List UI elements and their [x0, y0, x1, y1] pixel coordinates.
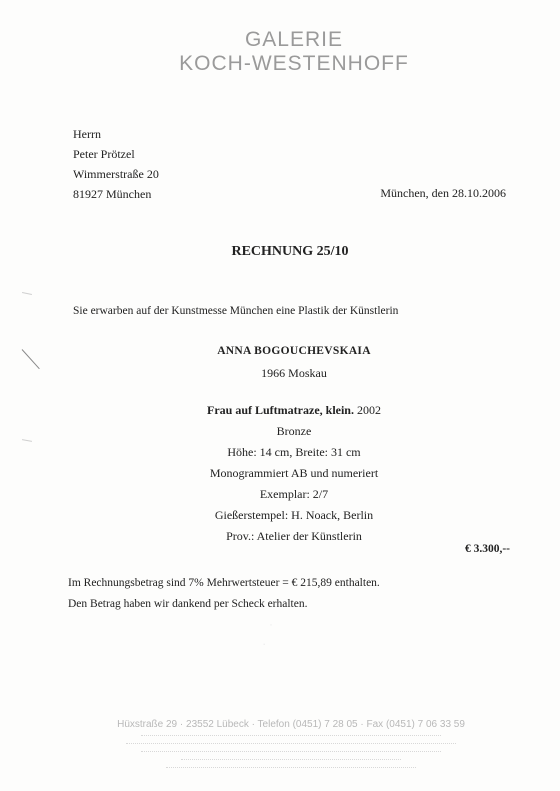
- invoice-price: € 3.300,--: [464, 543, 510, 555]
- artwork-year: 2002: [353, 403, 381, 417]
- artwork-title-line: [14, 403, 560, 418]
- punch-mark: [22, 292, 32, 295]
- recipient-salutation: Herrn: [73, 127, 101, 141]
- artwork-dimensions: Höhe: 14 cm, Breite: 31 cm: [227, 445, 361, 459]
- artwork-signature: Monogrammiert AB und numeriert: [209, 466, 379, 480]
- artwork-provenance: Prov.: Atelier der Künstlerin: [226, 529, 362, 543]
- payment-note: Den Betrag haben wir dankend per Scheck erhalten.: [68, 598, 308, 610]
- recipient-city: 81927 München: [73, 187, 152, 201]
- recipient-address: [73, 124, 159, 204]
- artist-name: ANNA BOGOUCHEVSKAIA: [217, 345, 371, 357]
- footer-fine-print: [22, 735, 560, 775]
- footer-address-line: Hüxstraße 29 · 23552 Lübeck · Telefon (0451) 7 28 05 · Fax (0451) 7 06 33 59: [117, 719, 465, 730]
- invoice-title: RECHNUNG 25/10: [231, 244, 349, 259]
- punch-mark: [22, 439, 32, 442]
- show-through-mark: ·: [269, 617, 273, 631]
- show-through-mark: ·: [262, 636, 267, 651]
- vat-note: Im Rechnungsbetrag sind 7% Mehrwertsteuer = € 215,89 enthalten.: [68, 577, 380, 589]
- recipient-name: Peter Prötzel: [73, 147, 135, 161]
- intro-text: Sie erwarben auf der Kunstmesse München eine Plastik der Künstlerin: [73, 305, 399, 317]
- gallery-letterhead: [0, 28, 560, 76]
- artist-origin: 1966 Moskau: [261, 366, 327, 380]
- artwork-material: Bronze: [276, 424, 312, 438]
- invoice-date: München, den 28.10.2006: [380, 186, 506, 200]
- artwork-edition: Exemplar: 2/7: [259, 487, 329, 501]
- letterhead-line-1: GALERIE: [244, 28, 344, 51]
- letterhead-footer: [0, 718, 560, 775]
- artwork-title: Frau auf Luftmatraze, klein.: [207, 403, 354, 417]
- letterhead-line-2: KOCH-WESTENHOFF: [179, 52, 409, 75]
- recipient-street: Wimmerstraße 20: [73, 167, 159, 181]
- artwork-foundry: Gießerstempel: H. Noack, Berlin: [214, 508, 374, 522]
